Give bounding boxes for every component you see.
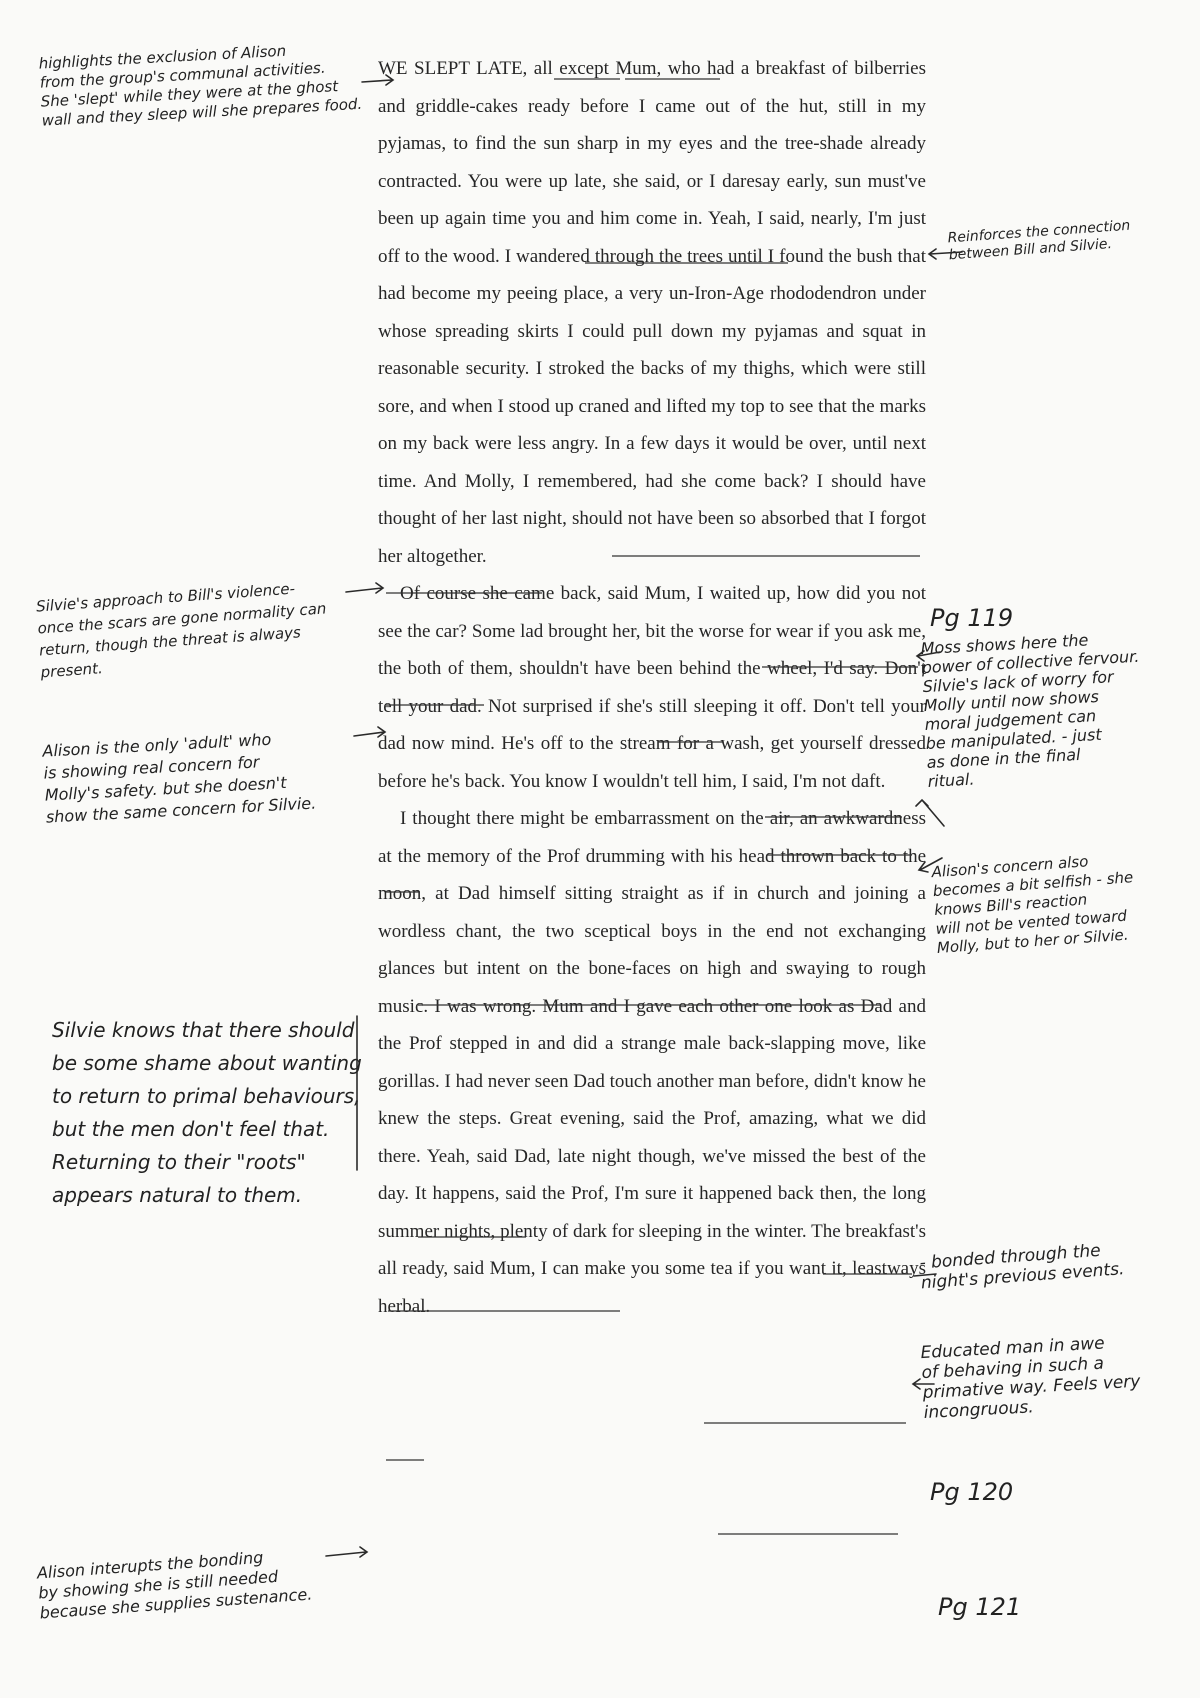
annotation-violence: Silvie's approach to Bill's violence- once the scars are gone normality can return, though the threat is always present.	[35, 579, 327, 682]
annotation-collective-fervour: Moss shows here the power of collective fervour. Silvie's lack of worry for Molly until now shows moral judgement can be manipulated. - just as done in the final ritual.	[920, 630, 1140, 791]
annotation-educated-man: Educated man in awe of behaving in such a primative way. Feels very incongruous.	[920, 1333, 1141, 1424]
annotation-connection: Reinforces the connection between Bill and Silvie.	[947, 217, 1131, 264]
paragraph-2: Of course she came back, said Mum, I waited up, how did you not see the car? Some lad brought her, bit the worse for wear if you ask me, the both of them, shouldn't have been behind the wheel, I'd say. Don't tell your dad. Not surprised if she's still sleeping it off. Don't tell your dad now mind. He's off to the stream for a wash, get yourself dressed before he's back. You know I wouldn't tell him, I said, I'm not daft.	[378, 583, 926, 792]
annotation-alison-selfish: Alison's concern also becomes a bit selfish - she knows Bill's reaction will not be vented toward Molly, but to her or Silvie.	[931, 852, 1134, 957]
paragraph-3: I thought there might be embarrassment on the air, an awkwardness at the memory of the Prof drumming with his head thrown back to the moon, at Dad himself sitting straight as if in church and joining a wordless chant, the two sceptical boys in the end not exchanging glances but intent on the bone-faces on high and swaying to rough music. I was wrong. Mum and I gave each other one look as Dad and the Prof stepped in and did a strange male back-slapping move, like gorillas. I had never seen Dad touch another man before, didn't know he knew the steps. Great evening, said the Prof, amazing, what we did there. Yeah, said Dad, late night though, we've missed the best of the day. It happens, said the Prof, I'm sure it happened back then, the long summer nights, plenty of dark for sleeping in the winter. The breakfast's all ready, said Mum, I can make you some tea if you want it, leastways herbal.	[378, 808, 926, 1317]
annotation-alison-concern: Alison is the only 'adult' who is showing real concern for Molly's safety. but she doesn't show the same concern for Silvie.	[41, 729, 317, 827]
novel-excerpt	[378, 50, 926, 1325]
page-ref-120: Pg 120	[930, 1478, 1014, 1506]
annotation-shame: Silvie knows that there should be some shame about wanting to return to primal behaviours, but the men don't feel that. Returning to their "roots" appears natural to them.	[52, 1018, 362, 1207]
page-ref-121: Pg 121	[938, 1593, 1022, 1621]
page-ref-119: Pg 119	[930, 604, 1014, 632]
annotation-interrupts-bonding: Alison interupts the bonding by showing she is still needed because she supplies sustenance.	[36, 1547, 313, 1623]
annotation-exclusion: highlights the exclusion of Alison from the group's communal activities. She 'slept' while they were at the ghost wall and they sleep will she prepares food.	[38, 41, 363, 130]
annotation-bonded: - bonded through the night's previous events.	[918, 1240, 1126, 1294]
paragraph-1: WE SLEPT LATE, all except Mum, who had a breakfast of bilberries and griddle-cakes ready before I came out of the hut, still in my pyjamas, to find the sun sharp in my eyes and the tree-shade already contracted. You were up late, she said, or I daresay early, sun must've been up again time you and him come in. Yeah, I said, nearly, I'm just off to the wood. I wandered through the trees until I found the bush that had become my peeing place, a very un-Iron-Age rhododendron under whose spreading skirts I could pull down my pyjamas and squat in reasonable security. I stroked the backs of my thighs, which were still sore, and when I stood up craned and lifted my top to see that the marks on my back were less angry. In a few days it would be over, until next time. And Molly, I remembered, had she come back? I should have thought of her last night, should not have been so absorbed that I forgot her altogether.	[378, 58, 926, 567]
